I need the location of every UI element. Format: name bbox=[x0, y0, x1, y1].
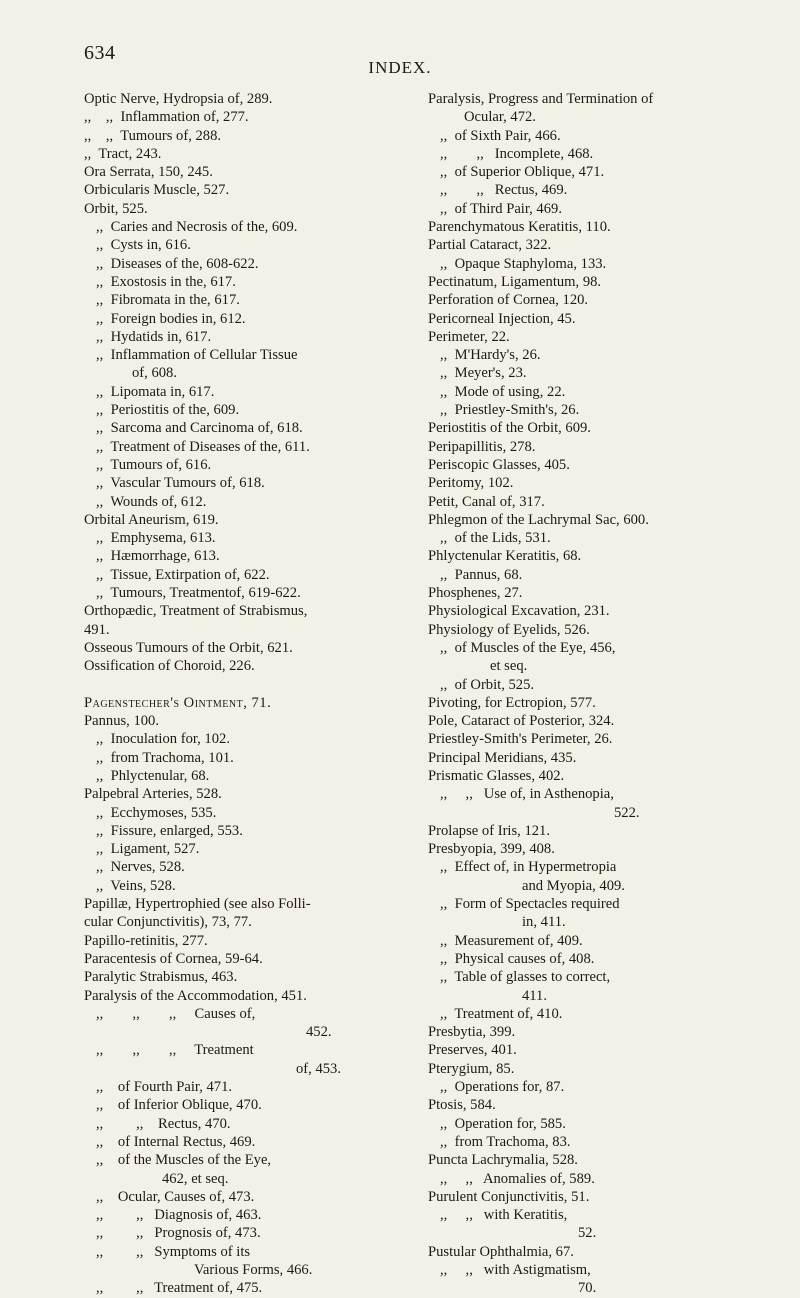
index-entry: Ocular, 472. bbox=[464, 109, 536, 126]
index-entry: Priestley-Smith's Perimeter, 26. bbox=[428, 731, 613, 748]
index-entry: Papillæ, Hypertrophied (see also Folli- bbox=[84, 896, 311, 913]
index-entry: ,, ,, Rectus, 469. bbox=[440, 182, 568, 199]
index-entry: Orbital Aneurism, 619. bbox=[84, 511, 219, 528]
index-entry: Orthopædic, Treatment of Strabismus, bbox=[84, 603, 308, 620]
index-entry: ,, Meyer's, 23. bbox=[440, 365, 527, 382]
index-entry: Parenchymatous Keratitis, 110. bbox=[428, 219, 611, 236]
index-entry: ,, of the Muscles of the Eye, bbox=[96, 1152, 272, 1169]
index-entry: Phlegmon of the Lachrymal Sac, 600. bbox=[428, 511, 649, 528]
index-entry: ,, Sarcoma and Carcinoma of, 618. bbox=[96, 420, 303, 437]
index-entry: 522. bbox=[614, 804, 640, 821]
index-entry: Physiological Excavation, 231. bbox=[428, 603, 610, 620]
index-entry: ,, ,, Use of, in Asthenopia, bbox=[440, 786, 614, 803]
index-entry: ,, of Orbit, 525. bbox=[440, 676, 535, 693]
index-entry: Paralysis of the Accommodation, 451. bbox=[84, 987, 307, 1004]
index-entry: ,, Tissue, Extirpation of, 622. bbox=[96, 566, 270, 583]
index-entry: ,, ,, with Keratitis, bbox=[440, 1207, 568, 1224]
index-entry: Perimeter, 22. bbox=[428, 328, 510, 345]
index-entry: ,, Ocular, Causes of, 473. bbox=[96, 1188, 255, 1205]
index-entry: ,, of Muscles of the Eye, 456, bbox=[440, 639, 616, 656]
index-entry: Paralytic Strabismus, 463. bbox=[84, 969, 238, 986]
index-entry: 411. bbox=[522, 987, 547, 1004]
index-entry: ,, ,, Inflammation of, 277. bbox=[84, 109, 249, 126]
index-entry: ,, Tumours, Treatmentof, 619-622. bbox=[96, 585, 301, 602]
index-entry: Optic Nerve, Hydropsia of, 289. bbox=[84, 91, 273, 107]
index-entry: ,, Tumours of, 616. bbox=[96, 456, 212, 473]
index-entry: ,, Veins, 528. bbox=[96, 877, 176, 894]
index-entry: Orbicularis Muscle, 527. bbox=[84, 182, 230, 199]
index-entry: 462, et seq. bbox=[162, 1170, 229, 1187]
index-entry: ,, Phlyctenular, 68. bbox=[96, 767, 210, 784]
index-entry: ,, Hydatids in, 617. bbox=[96, 328, 212, 345]
index-entry: 452. bbox=[306, 1024, 332, 1041]
index-entry: Prolapse of Iris, 121. bbox=[428, 822, 551, 839]
index-entry: ,, of Superior Oblique, 471. bbox=[440, 164, 605, 181]
index-entry: Pivoting, for Ectropion, 577. bbox=[428, 694, 596, 711]
index-entry: Presbyopia, 399, 408. bbox=[428, 841, 555, 858]
index-entry: Pannus, 100. bbox=[84, 713, 159, 730]
index-entry: ,, Tract, 243. bbox=[84, 145, 162, 162]
index-entry: ,, Priestley-Smith's, 26. bbox=[440, 402, 580, 419]
index-entry: Phlyctenular Keratitis, 68. bbox=[428, 548, 582, 565]
index-entry: Presbytia, 399. bbox=[428, 1024, 516, 1041]
index-entry: ,, Ecchymoses, 535. bbox=[96, 804, 217, 821]
index-entry: Petit, Canal of, 317. bbox=[428, 493, 545, 510]
running-head: INDEX. bbox=[368, 58, 432, 77]
index-entry: Periscopic Glasses, 405. bbox=[428, 456, 570, 473]
index-entry: ,, of Internal Rectus, 469. bbox=[96, 1133, 256, 1150]
index-entry: ,, ,, Diagnosis of, 463. bbox=[96, 1207, 262, 1224]
index-entry: Various Forms, 466. bbox=[194, 1262, 313, 1278]
index-entry: Pole, Cataract of Posterior, 324. bbox=[428, 713, 615, 730]
index-entry: ,, M'Hardy's, 26. bbox=[440, 347, 541, 364]
index-entry: Peripapillitis, 278. bbox=[428, 438, 536, 455]
index-entry: Periostitis of the Orbit, 609. bbox=[428, 420, 591, 437]
index-entry: ,, Vascular Tumours of, 618. bbox=[96, 475, 265, 492]
index-entry: ,, Effect of, in Hypermetropia bbox=[440, 859, 617, 876]
index-entry: ,, Treatment of Diseases of the, 611. bbox=[96, 438, 310, 455]
index-entry: Paralysis, Progress and Termination of bbox=[428, 91, 654, 107]
index-entry: ,, Treatment of, 410. bbox=[440, 1005, 563, 1022]
page-number: 634 bbox=[84, 42, 116, 64]
index-column-left bbox=[84, 90, 414, 1298]
section-gap bbox=[84, 676, 414, 694]
index-entry: 70. bbox=[578, 1280, 597, 1297]
index-entry: ,, ,, Treatment of, 475. bbox=[96, 1280, 263, 1297]
index-entry: ,, ,, Prognosis of, 473. bbox=[96, 1225, 261, 1242]
index-entry: et seq. bbox=[490, 658, 528, 675]
index-entry: Pustular Ophthalmia, 67. bbox=[428, 1243, 574, 1260]
index-entry: Partial Cataract, 322. bbox=[428, 237, 552, 254]
index-entry: Preserves, 401. bbox=[428, 1042, 517, 1059]
index-entry: ,, from Trachoma, 101. bbox=[96, 749, 234, 766]
index-entry: and Myopia, 409. bbox=[522, 877, 625, 894]
index-entry: ,, ,, Symptoms of its bbox=[96, 1243, 251, 1260]
index-entry: ,, ,, Rectus, 470. bbox=[96, 1115, 231, 1132]
index-entry: Prismatic Glasses, 402. bbox=[428, 767, 565, 784]
index-entry: ,, ,, Incomplete, 468. bbox=[440, 145, 594, 162]
index-entry: ,, of the Lids, 531. bbox=[440, 530, 551, 547]
index-entry: ,, Fibromata in the, 617. bbox=[96, 292, 240, 309]
index-entry: Peritomy, 102. bbox=[428, 475, 514, 492]
index-entry: ,, of Inferior Oblique, 470. bbox=[96, 1097, 262, 1114]
index-entry: ,, Operation for, 585. bbox=[440, 1115, 566, 1132]
index-column-right bbox=[428, 90, 773, 1298]
index-entry: ,, Foreign bodies in, 612. bbox=[96, 310, 246, 327]
index-entry: ,, Table of glasses to correct, bbox=[440, 969, 611, 986]
index-entry: 491. bbox=[84, 621, 110, 638]
index-entry: in, 411. bbox=[522, 914, 566, 931]
index-entry: ,, Hæmorrhage, 613. bbox=[96, 548, 220, 565]
index-entry: ,, Lipomata in, 617. bbox=[96, 383, 215, 400]
index-entry: Pectinatum, Ligamentum, 98. bbox=[428, 273, 602, 290]
index-entry: ,, Cysts in, 616. bbox=[96, 237, 191, 254]
index-entry: ,, Opaque Staphyloma, 133. bbox=[440, 255, 607, 272]
index-entry: ,, Diseases of the, 608-622. bbox=[96, 255, 259, 272]
index-entry: ,, Nerves, 528. bbox=[96, 859, 185, 876]
index-entry: Phosphenes, 27. bbox=[428, 585, 523, 602]
index-entry: ,, Emphysema, 613. bbox=[96, 530, 216, 547]
index-entry: Principal Meridians, 435. bbox=[428, 749, 577, 766]
index-entry: ,, ,, with Astigmatism, bbox=[440, 1262, 591, 1278]
index-entry: ,, Inflammation of Cellular Tissue bbox=[96, 347, 298, 364]
index-entry: ,, ,, Tumours of, 288. bbox=[84, 127, 222, 144]
index-entry: Ptosis, 584. bbox=[428, 1097, 496, 1114]
index-entry: ,, ,, Anomalies of, 589. bbox=[440, 1170, 595, 1187]
index-entry: Pterygium, 85. bbox=[428, 1060, 515, 1077]
index-entry: ,, ,, ,, Causes of, bbox=[96, 1005, 256, 1022]
index-entry: ,, Wounds of, 612. bbox=[96, 493, 207, 510]
index-entry: Perforation of Cornea, 120. bbox=[428, 292, 589, 309]
index-entry: Osseous Tumours of the Orbit, 621. bbox=[84, 639, 293, 656]
index-entry: Palpebral Arteries, 528. bbox=[84, 786, 222, 803]
index-entry: of, 608. bbox=[132, 365, 177, 382]
index-entry: ,, Pannus, 68. bbox=[440, 566, 523, 583]
index-entry: Orbit, 525. bbox=[84, 200, 148, 217]
index-entry: ,, of Sixth Pair, 466. bbox=[440, 127, 561, 144]
index-entry: Ossification of Choroid, 226. bbox=[84, 658, 255, 675]
index-entry: of, 453. bbox=[296, 1060, 341, 1077]
index-entry: ,, of Third Pair, 469. bbox=[440, 200, 562, 217]
index-entry: ,, Operations for, 87. bbox=[440, 1079, 565, 1096]
index-entry: Puncta Lachrymalia, 528. bbox=[428, 1152, 578, 1169]
index-entry: ,, Inoculation for, 102. bbox=[96, 731, 230, 748]
index-entry: Papillo-retinitis, 277. bbox=[84, 932, 208, 949]
index-entry: Pagenstecher's Ointment, 71. bbox=[84, 694, 272, 711]
index-entry: ,, Mode of using, 22. bbox=[440, 383, 566, 400]
index-entry: Physiology of Eyelids, 526. bbox=[428, 621, 590, 638]
index-entry: ,, Measurement of, 409. bbox=[440, 932, 583, 949]
index-entry: ,, Caries and Necrosis of the, 609. bbox=[96, 219, 298, 236]
index-entry: ,, Form of Spectacles required bbox=[440, 896, 620, 913]
index-entry: 52. bbox=[578, 1225, 597, 1242]
index-entry: ,, of Fourth Pair, 471. bbox=[96, 1079, 233, 1096]
index-entry: ,, Exostosis in the, 617. bbox=[96, 273, 236, 290]
index-entry: ,, ,, ,, Treatment bbox=[96, 1042, 254, 1059]
index-entry: ,, Physical causes of, 408. bbox=[440, 950, 595, 967]
index-entry: Pericorneal Injection, 45. bbox=[428, 310, 576, 327]
index-entry: ,, Periostitis of the, 609. bbox=[96, 402, 240, 419]
index-entry: cular Conjunctivitis), 73, 77. bbox=[84, 914, 252, 931]
index-entry: Purulent Conjunctivitis, 51. bbox=[428, 1188, 590, 1205]
index-entry: Paracentesis of Cornea, 59-64. bbox=[84, 950, 263, 967]
index-entry: Ora Serrata, 150, 245. bbox=[84, 164, 213, 181]
index-entry: ,, from Trachoma, 83. bbox=[440, 1133, 571, 1150]
index-entry: ,, Ligament, 527. bbox=[96, 841, 200, 858]
index-entry: ,, Fissure, enlarged, 553. bbox=[96, 822, 243, 839]
